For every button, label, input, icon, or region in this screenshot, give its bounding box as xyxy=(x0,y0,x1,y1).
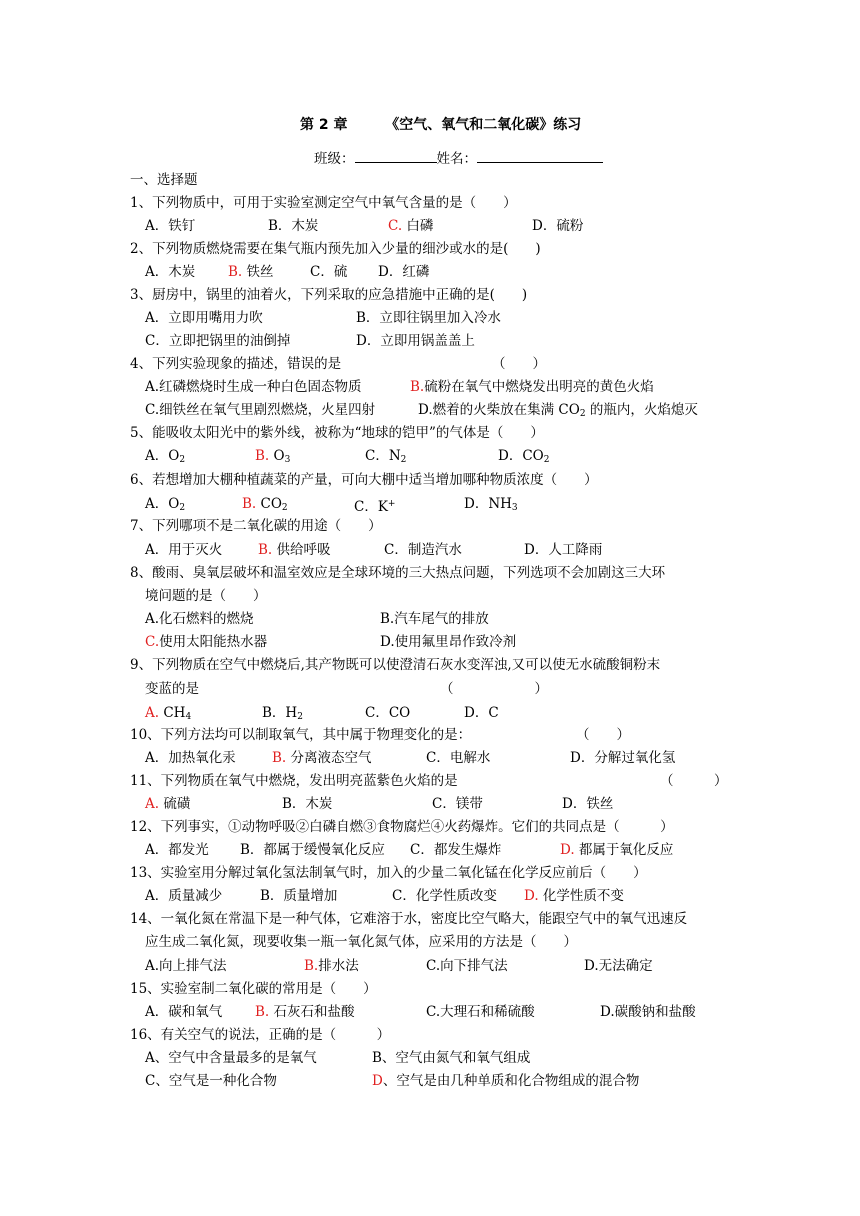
question-stem: 15、实验室制二氧化碳的常用是（ ） xyxy=(130,981,377,997)
option-a: A．用于灭火 xyxy=(145,542,223,558)
option-b: B.排水法 xyxy=(304,958,359,974)
option-c: C．都发生爆炸 xyxy=(410,842,502,858)
option-c: C．立即把锅里的油倒掉 xyxy=(145,333,291,349)
answer-letter: C. xyxy=(388,218,403,234)
answer-paren: （ ） xyxy=(576,727,630,743)
option-b: B、空气由氮气和氧气组成 xyxy=(372,1050,531,1066)
option-d: D、空气是由几种单质和化合物组成的混合物 xyxy=(372,1073,640,1089)
option-c: C．制造汽水 xyxy=(384,542,462,558)
answer-letter: B. xyxy=(255,1004,270,1020)
question-stem: 4、下列实验现象的描述，错误的是 xyxy=(130,356,342,372)
option-a: A. $CH_4$ xyxy=(145,705,192,722)
option-a: A、空气中含量最多的是氧气 xyxy=(145,1050,317,1066)
option-c: C．镁带 xyxy=(432,796,483,812)
option-d: D.无法确定 xyxy=(584,958,653,974)
option-d: D．铁丝 xyxy=(562,796,614,812)
option-b: B．立即往锅里加入冷水 xyxy=(356,310,501,326)
question-stem: 7、下列哪项不是二氧化碳的用途（ ） xyxy=(130,518,382,534)
option-a: A．木炭 xyxy=(145,264,196,280)
option-c: C．硫 xyxy=(310,264,348,280)
option-c: C．化学性质改变 xyxy=(392,888,497,904)
option-c: C、空气是一种化合物 xyxy=(145,1073,277,1089)
option-d: D. 都属于氧化反应 xyxy=(560,842,674,858)
option-d: D.使用氟里昂作致冷剂 xyxy=(380,634,517,650)
answer-letter: B. xyxy=(228,264,243,280)
option-b: B．木炭 xyxy=(268,218,319,234)
option-c: C.使用太阳能热水器 xyxy=(145,634,268,650)
question-stem-cont: 应生成二氧化氮，现要收集一瓶一氧化氮气体，应采用的方法是（ ） xyxy=(145,934,577,950)
answer-letter: D. xyxy=(560,842,575,858)
option-a: A．都发光 xyxy=(145,842,209,858)
option-d: D．$NH_3$ xyxy=(464,496,518,513)
option-c: C．$N_2$ xyxy=(365,448,407,465)
answer-letter: A. xyxy=(145,705,160,721)
section-title: 一、选择题 xyxy=(130,172,198,188)
option-a: A．铁钉 xyxy=(145,218,196,234)
question-stem: 3、厨房中，锅里的油着火，下列采取的应急措施中正确的是( ) xyxy=(130,287,528,303)
option-a: A．质量减少 xyxy=(145,888,223,904)
option-c: C. 白磷 xyxy=(388,218,434,234)
question-stem: 5、能吸收太阳光中的紫外线，被称为“地球的铠甲”的气体是（ ） xyxy=(130,425,544,441)
option-c: C．K+ xyxy=(354,499,396,515)
option-c: C．CO xyxy=(365,705,411,721)
option-a: A．碳和氧气 xyxy=(145,1004,223,1020)
question-stem: 14、一氧化氮在常温下是一种气体，它难溶于水，密度比空气略大，能跟空气中的氧气迅速反 xyxy=(130,911,688,927)
option-d: D．立即用锅盖盖上 xyxy=(356,333,475,349)
option-a: A. 硫磺 xyxy=(145,796,191,812)
name-label: 姓名： xyxy=(436,151,477,167)
chapter-number: 第 2 章 xyxy=(300,117,348,133)
option-c: C.向下排气法 xyxy=(426,958,508,974)
question-stem: 16、有关空气的说法，正确的是（ ） xyxy=(130,1027,391,1043)
option-b: B.汽车尾气的排放 xyxy=(380,611,489,627)
option-d: D.燃着的火柴放在集满 $CO_2$ 的瓶内，火焰熄灭 xyxy=(418,402,698,419)
answer-paren: （ ） xyxy=(660,773,728,789)
page-title xyxy=(300,116,581,134)
answer-letter: B. xyxy=(255,448,270,464)
option-a: A．加热氧化汞 xyxy=(145,750,236,766)
option-c: C．电解水 xyxy=(426,750,491,766)
option-b: B. $O_3$ xyxy=(255,448,291,465)
option-a: A.向上排气法 xyxy=(145,958,227,974)
question-stem: 6、若想增加大棚种植蔬菜的产量，可向大棚中适当增加哪种物质浓度（ ） xyxy=(130,472,598,488)
answer-letter: D xyxy=(372,1073,383,1089)
answer-letter: B. xyxy=(242,496,257,512)
answer-letter: C. xyxy=(145,634,160,650)
answer-letter: B. xyxy=(304,958,319,974)
option-d: D.碳酸钠和盐酸 xyxy=(600,1004,696,1020)
question-stem: 9、下列物质在空气中燃烧后,其产物既可以使澄清石灰水变浑浊,又可以使无水硫酸铜粉末 xyxy=(130,657,661,673)
answer-paren: （ ） xyxy=(492,356,546,372)
name-blank[interactable] xyxy=(477,148,603,163)
answer-letter: B. xyxy=(272,750,287,766)
option-d: D．人工降雨 xyxy=(524,542,603,558)
class-blank[interactable] xyxy=(355,148,437,163)
option-c: C.细铁丝在氧气里剧烈燃烧，火星四射 xyxy=(145,402,376,418)
question-stem: 12、下列事实，①动物呼吸②白磷自燃③食物腐烂④火药爆炸。它们的共同点是（ ） xyxy=(130,819,674,835)
question-stem: 1、下列物质中，可用于实验室测定空气中氧气含量的是（ ） xyxy=(130,195,517,211)
class-label: 班级： xyxy=(314,151,355,167)
answer-paren: （ ） xyxy=(440,681,548,697)
option-d: D．红磷 xyxy=(378,264,430,280)
option-a: A.红磷燃烧时生成一种白色固态物质 xyxy=(145,379,362,395)
option-a: A．$O_2$ xyxy=(145,496,186,513)
option-a: A.化石燃料的燃烧 xyxy=(145,611,254,627)
question-stem: 13、实验室用分解过氧化氢法制氧气时，加入的少量二氧化锰在化学反应前后（ ） xyxy=(130,865,647,881)
question-stem: 8、酸雨、臭氧层破坏和温室效应是全球环境的三大热点问题，下列选项不会加剧这三大环 xyxy=(130,565,666,581)
option-b: B. 分离液态空气 xyxy=(272,750,372,766)
option-b: B．都属于缓慢氧化反应 xyxy=(240,842,385,858)
question-stem: 2、下列物质燃烧需要在集气瓶内预先加入少量的细沙或水的是( ) xyxy=(130,241,541,257)
option-d: D．硫粉 xyxy=(532,218,584,234)
option-d: D．分解过氧化氢 xyxy=(570,750,676,766)
question-stem-cont: 境问题的是（ ） xyxy=(145,588,267,604)
option-b: B．$H_2$ xyxy=(262,705,303,722)
option-c: C.大理石和稀硫酸 xyxy=(426,1004,535,1020)
option-b: B. 石灰石和盐酸 xyxy=(255,1004,355,1020)
question-stem: 11、下列物质在氧气中燃烧，发出明亮蓝紫色火焰的是 xyxy=(130,773,458,789)
option-d: D．$CO_2$ xyxy=(498,448,550,465)
answer-letter: A. xyxy=(145,796,160,812)
answer-letter: B. xyxy=(258,542,273,558)
option-b: B. 铁丝 xyxy=(228,264,274,280)
chapter-title: 《空气、氧气和二氧化碳》练习 xyxy=(385,117,582,133)
option-b: B.硫粉在氧气中燃烧发出明亮的黄色火焰 xyxy=(410,379,654,395)
option-b: B．木炭 xyxy=(282,796,333,812)
option-a: A．立即用嘴用力吹 xyxy=(145,310,263,326)
answer-letter: B. xyxy=(410,379,425,395)
student-info-line xyxy=(314,148,603,168)
option-a: A．$O_2$ xyxy=(145,448,186,465)
question-stem-cont: 变蓝的是 xyxy=(145,681,199,697)
question-stem: 10、下列方法均可以制取氧气，其中属于物理变化的是： xyxy=(130,727,472,743)
option-b: B．质量增加 xyxy=(260,888,338,904)
answer-letter: D. xyxy=(524,888,539,904)
option-d: D．C xyxy=(464,705,499,721)
option-b: B. 供给呼吸 xyxy=(258,542,331,558)
option-b: B. $CO_2$ xyxy=(242,496,288,513)
option-d: D. 化学性质不变 xyxy=(524,888,624,904)
